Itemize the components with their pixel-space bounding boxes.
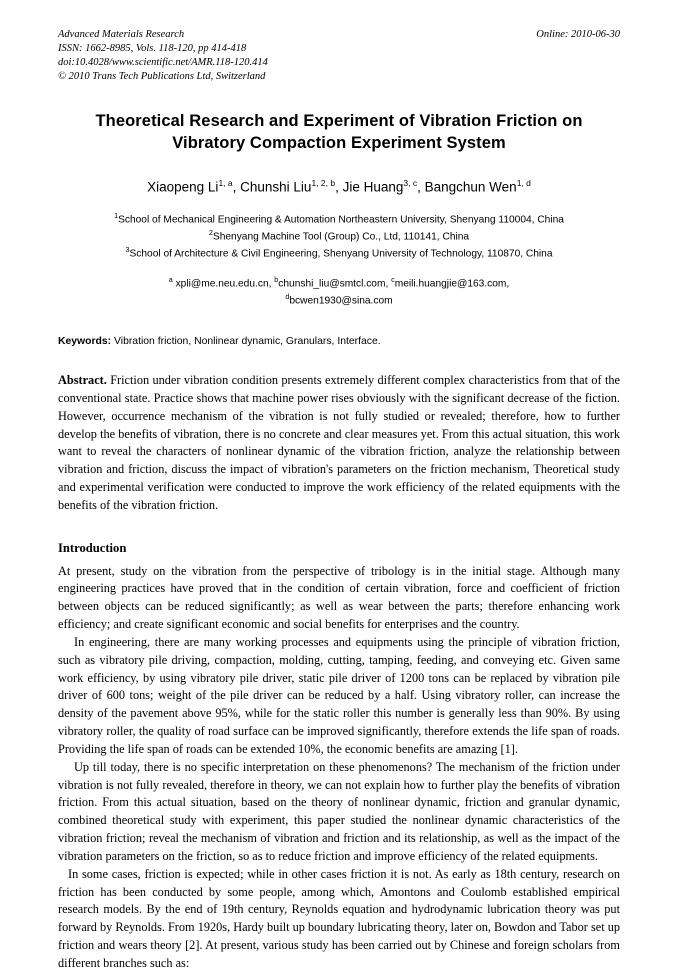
affiliation-3 bbox=[58, 245, 620, 262]
author-1-sup: 1, a bbox=[218, 178, 233, 189]
email-line-2 bbox=[58, 292, 620, 309]
email-2-address[interactable]: chunshi_liu@smtcl.com, bbox=[278, 278, 392, 290]
keywords-label: Keywords: bbox=[58, 336, 112, 348]
email-4-address[interactable]: bcwen1930@sina.com bbox=[289, 295, 393, 307]
affiliation-list bbox=[58, 211, 620, 263]
abstract-paragraph bbox=[58, 372, 620, 515]
affiliation-3-text: School of Architecture & Civil Engineering, Shenyang University of Technology, 110870, China bbox=[129, 248, 553, 260]
email-list bbox=[58, 275, 620, 309]
affiliation-1-text: School of Mechanical Engineering & Automation Northeastern University, Shenyang 110004, China bbox=[118, 214, 564, 225]
affiliation-3-sup: 3 bbox=[125, 244, 130, 254]
email-line-1 bbox=[58, 275, 620, 292]
journal-name: Advanced Materials Research bbox=[58, 29, 185, 40]
doi-line: doi:10.4028/www.scientific.net/AMR.118-120.414 bbox=[58, 56, 268, 68]
affiliation-2 bbox=[58, 228, 620, 245]
author-3-name: Jie Huang bbox=[342, 179, 404, 195]
copyright-line: © 2010 Trans Tech Publications Ltd, Switzerland bbox=[58, 70, 266, 82]
email-2-sup: b bbox=[274, 275, 279, 285]
author-list: Xiaopeng Li$^{1, a}$, Chunshi Liu$^{1, 2, b}$, Jie Huang$^{3, c}$, Bangchun Wen$^{1, d}$ bbox=[147, 178, 531, 195]
email-1-address[interactable]: xpli@me.neu.edu.cn, bbox=[172, 278, 275, 290]
affiliation-1 bbox=[58, 211, 620, 228]
intro-paragraph-4: In some cases, friction is expected; while in other cases friction it is not. As early as 18th century, research on friction has been conducted by some people, among which, Amontons and Coulomb established empirical research models. By the end of 19th century, Reynolds equation and hydrodynamic lubrication theory was put forward by Reynolds. From 1920s, Hardy built up boundary lubricating theory, later on, Bowdon and Tabor set up friction and wears theory [2]. At present, various study has been carried out by Chinese and foreign scholars from different branches such as: bbox=[58, 866, 620, 970]
keywords-line bbox=[58, 335, 620, 350]
author-2-sup: 1, 2, b bbox=[311, 178, 336, 189]
affiliation-2-sup: 2 bbox=[208, 227, 213, 237]
email-4-sup: d bbox=[285, 292, 290, 302]
intro-paragraph-1: At present, study on the vibration from the perspective of tribology is in the initial stage. Although many engineering practices have proved that in the condition of certain vibration, force and coefficient of friction between objects can be reduced significantly; as well as wear between the parts; therefore enhancing work efficiency; and create significant economic and social benefits for enterprises and the country. bbox=[58, 563, 620, 632]
affiliation-2-text: Shenyang Machine Tool (Group) Co., Ltd, 110141, China bbox=[212, 231, 470, 243]
page-header bbox=[58, 28, 620, 84]
abstract-label: Abstract. bbox=[58, 373, 107, 388]
email-1-sup: a bbox=[168, 275, 173, 285]
author-4-name: Bangchun Wen bbox=[424, 179, 517, 195]
author-4-sup: 1, d bbox=[516, 178, 531, 189]
abstract-text: Friction under vibration condition presents extremely different complex characteristics from that of the conventional state. Practice shows that machine power rises obviously with the significant decrease of the fiction. However, occurrence mechanism of the vibration is not fully studied or revealed; therefore, how to further develop the benefits of vibration, there is no concrete and clear measures yet. From this actual situation, this work want to reveal the characters of nonlinear dynamic of the vibration friction, analyze the relationship between vibration and friction, discuss the impact of vibration's parameters on the friction mechanism, Theoretical study and experimental verification were conducted to improve the work efficiency of the related equipments with the benefits of the vibration friction. bbox=[58, 373, 620, 512]
affiliation-1-sup: 1 bbox=[114, 210, 119, 220]
email-3-address[interactable]: meili.huangjie@163.com, bbox=[394, 278, 510, 290]
author-1-name: Xiaopeng Li bbox=[147, 179, 219, 195]
author-2-name: Chunshi Liu bbox=[240, 179, 312, 195]
issn-line: ISSN: 1662-8985, Vols. 118-120, pp 414-418 bbox=[58, 42, 247, 54]
page-title: Theoretical Research and Experiment of Vibration Friction on Vibratory Compaction Experiment System bbox=[95, 112, 583, 153]
online-date: Online: 2010-06-30 bbox=[536, 29, 620, 40]
intro-paragraph-3: Up till today, there is no specific interpretation on these phenomenons? The mechanism of the friction under vibration is not fully revealed, therefore in theory, we can not explain how to further play the benefits of vibration friction. From this actual situation, based on the theory of nonlinear dynamic, friction and granular dynamic, combined theoretical study with experiment, this paper studied the nonlinear dynamic characteristics of the vibration friction; reveal the mechanism of vibration and friction and its relationship, as well as the impact of the vibration parameters on the friction, so as to reduce friction and improve efficiency of the related equipments. bbox=[58, 759, 620, 863]
email-3-sup: c bbox=[391, 275, 395, 285]
author-3-sup: 3, c bbox=[403, 178, 418, 189]
keywords-value: Vibration friction, Nonlinear dynamic, Granulars, Interface. bbox=[111, 336, 381, 348]
intro-paragraph-2: In engineering, there are many working processes and equipments using the principle of vibration friction, such as vibratory pile driving, compaction, molding, cutting, tamping, feeding, and conveying etc. Given same work efficiency, by using vibratory pile driver, static pile driver of 1200 tons can be replaced by vibration pile driver of 600 tons; weight of the pile driver can be reduced by a half. Using vibratory roller, can increase the density of the pavement above 95%, while for the static roller this number is generally less than 90%. By using vibratory roller, the quality of road surface can be improved significantly, therefore extends the life span of roads. Providing the life span of roads can be extended 10%, the economic benefits are amazing [1]. bbox=[58, 634, 620, 756]
section-heading-introduction: Introduction bbox=[58, 540, 127, 555]
